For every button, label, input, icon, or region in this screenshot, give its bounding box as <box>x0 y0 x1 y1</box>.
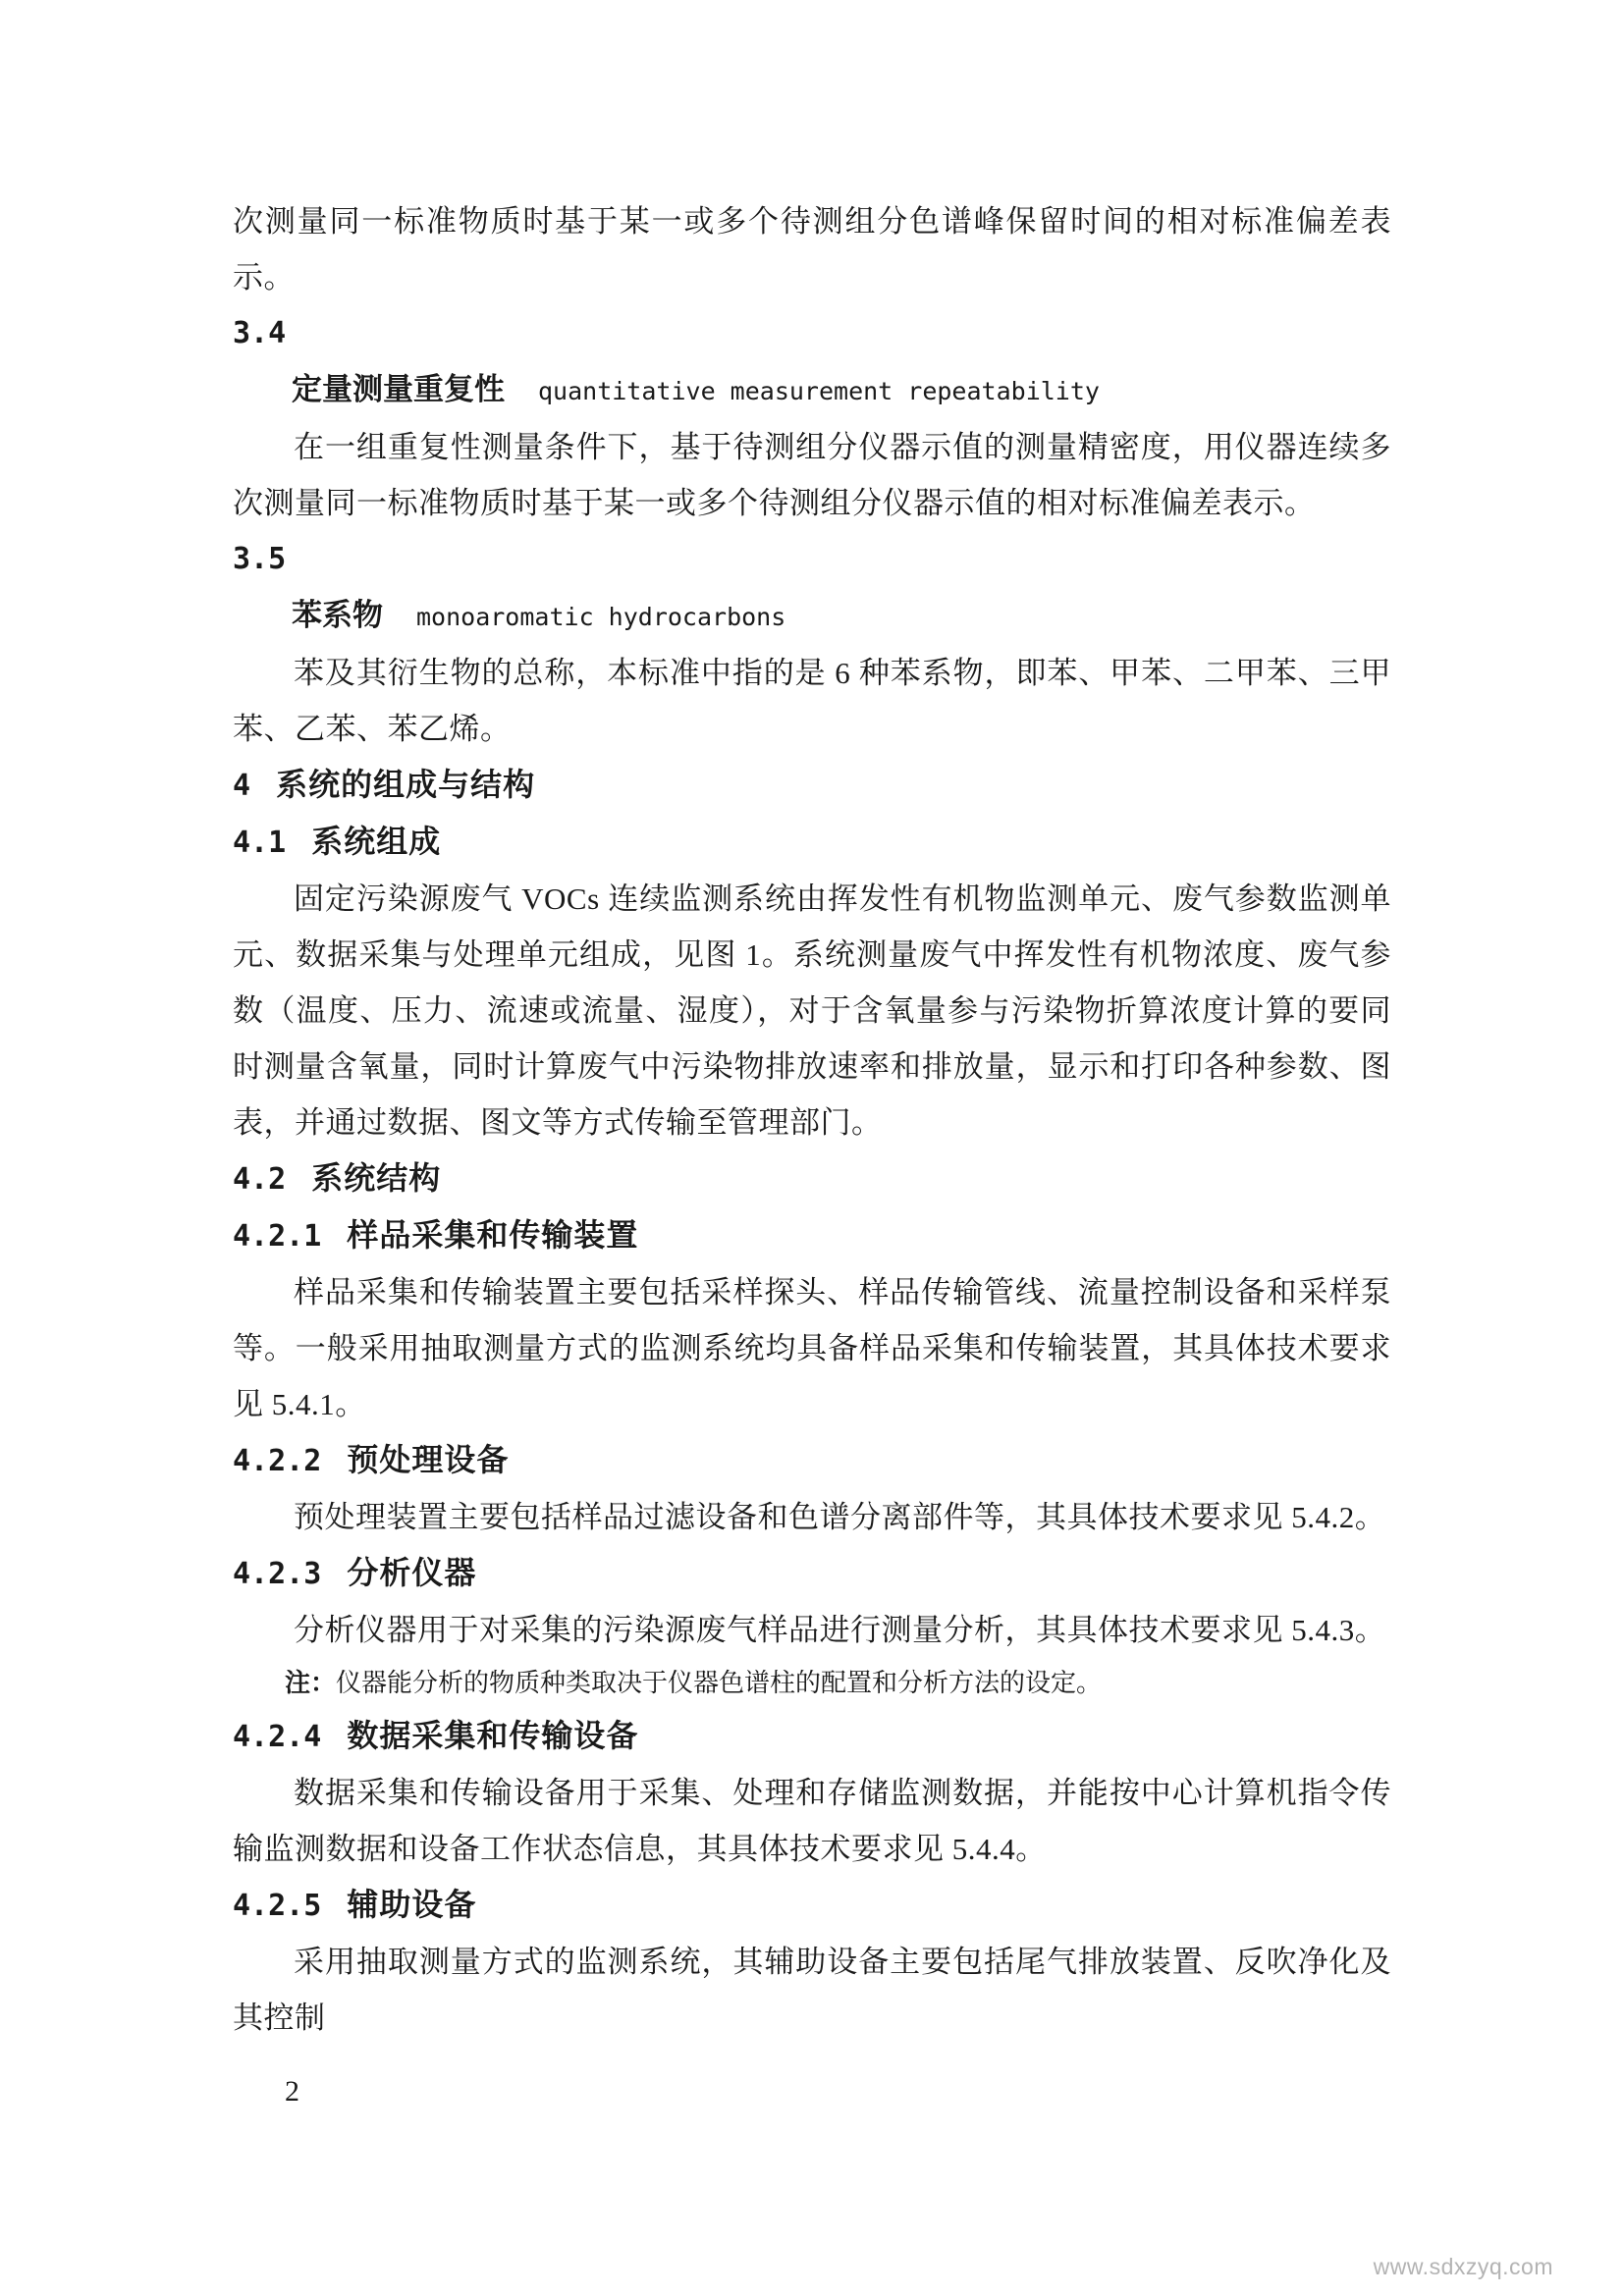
subsection-4-2-2-heading <box>233 1432 1391 1489</box>
subsection-4-2-2-title: 预处理设备 <box>347 1442 510 1477</box>
term-line-3-4 <box>233 361 1391 419</box>
note-4-2-3 <box>233 1658 1391 1708</box>
subsection-4-2-1-number: 4.2.1 <box>233 1219 322 1254</box>
subsection-4-2-1-heading <box>233 1207 1391 1264</box>
clause-number-3-5: 3.5 <box>233 542 287 576</box>
subsection-4-2-3-heading <box>233 1545 1391 1602</box>
paragraph-4-2-5: 采用抽取测量方式的监测系统，其辅助设备主要包括尾气排放装置、反吹净化及其控制 <box>233 1945 1391 2035</box>
subsection-4-2-1-title: 样品采集和传输装置 <box>347 1217 639 1253</box>
section-4-2-number: 4.2 <box>233 1162 287 1197</box>
subsection-4-2-4-title: 数据采集和传输设备 <box>347 1718 639 1753</box>
paragraph-4-2-4: 数据采集和传输设备用于采集、处理和存储监测数据，并能按中心计算机指令传输监测数据和设备工作状态信息，其具体技术要求见 5.4.4。 <box>233 1776 1391 1866</box>
section-4-1-number: 4.1 <box>233 826 287 860</box>
term-zh-3-5: 苯系物 <box>292 598 383 632</box>
subsection-4-2-5-number: 4.2.5 <box>233 1889 322 1923</box>
subsection-4-2-5-title: 辅助设备 <box>347 1887 477 1922</box>
clause-number-3-4: 3.4 <box>233 316 287 350</box>
intro-continuation-paragraph: 次测量同一标准物质时基于某一或多个待测组分色谱峰保留时间的相对标准偏差表示。 <box>233 204 1391 294</box>
page-number: 2 <box>285 2075 299 2108</box>
chapter-4-title: 系统的组成与结构 <box>276 767 536 802</box>
term-en-3-5: monoaromatic hydrocarbons <box>416 603 786 631</box>
watermark: www.sdxzyq.com <box>1373 2254 1553 2279</box>
chapter-4-heading <box>233 757 1391 814</box>
section-4-2-title: 系统结构 <box>311 1160 442 1196</box>
paragraph-4-1: 固定污染源废气 VOCs 连续监测系统由挥发性有机物监测单元、废气参数监测单元、数据采集与处理单元组成，见图 1。系统测量废气中挥发性有机物浓度、废气参数（温度、压力、流速或流量、湿度），对于含氧量参与污染物折算浓度计算的要同时测量含氧量，同时计算废气中污染物排放速率和排放量，显示和打印各种参数、图表，并通过数据、图文等方式传输至管理部门。 <box>233 881 1391 1140</box>
chapter-4-number: 4 <box>233 769 251 803</box>
section-4-1-title: 系统组成 <box>311 824 442 859</box>
section-4-1-heading <box>233 814 1391 871</box>
subsection-4-2-4-heading <box>233 1708 1391 1765</box>
term-en-3-4: quantitative measurement repeatability <box>538 377 1100 405</box>
subsection-4-2-2-number: 4.2.2 <box>233 1444 322 1478</box>
subsection-4-2-3-number: 4.2.3 <box>233 1557 322 1591</box>
paragraph-4-2-1: 样品采集和传输装置主要包括采样探头、样品传输管线、流量控制设备和采样泵等。一般采用抽取测量方式的监测系统均具备样品采集和传输装置，其具体技术要求见 5.4.1。 <box>233 1275 1391 1421</box>
paragraph-4-2-3: 分析仪器用于对采集的污染源废气样品进行测量分析，其具体技术要求见 5.4.3。 <box>294 1613 1386 1647</box>
paragraph-4-2-2: 预处理装置主要包括样品过滤设备和色谱分离部件等，其具体技术要求见 5.4.2。 <box>294 1500 1386 1534</box>
section-4-2-heading <box>233 1150 1391 1207</box>
term-zh-3-4: 定量测量重复性 <box>292 372 505 406</box>
subsection-4-2-4-number: 4.2.4 <box>233 1720 322 1754</box>
subsection-4-2-5-heading <box>233 1877 1391 1934</box>
subsection-4-2-3-title: 分析仪器 <box>347 1555 477 1590</box>
term-line-3-5 <box>233 587 1391 645</box>
definition-3-4: 在一组重复性测量条件下，基于待测组分仪器示值的测量精密度，用仪器连续多次测量同一标准物质时基于某一或多个待测组分仪器示值的相对标准偏差表示。 <box>233 430 1391 520</box>
note-text: 仪器能分析的物质种类取决于仪器色谱柱的配置和分析方法的设定。 <box>336 1669 1103 1697</box>
note-label: 注： <box>285 1668 337 1697</box>
definition-3-5: 苯及其衍生物的总称，本标准中指的是 6 种苯系物，即苯、甲苯、二甲苯、三甲苯、乙苯、苯乙烯。 <box>233 656 1391 746</box>
